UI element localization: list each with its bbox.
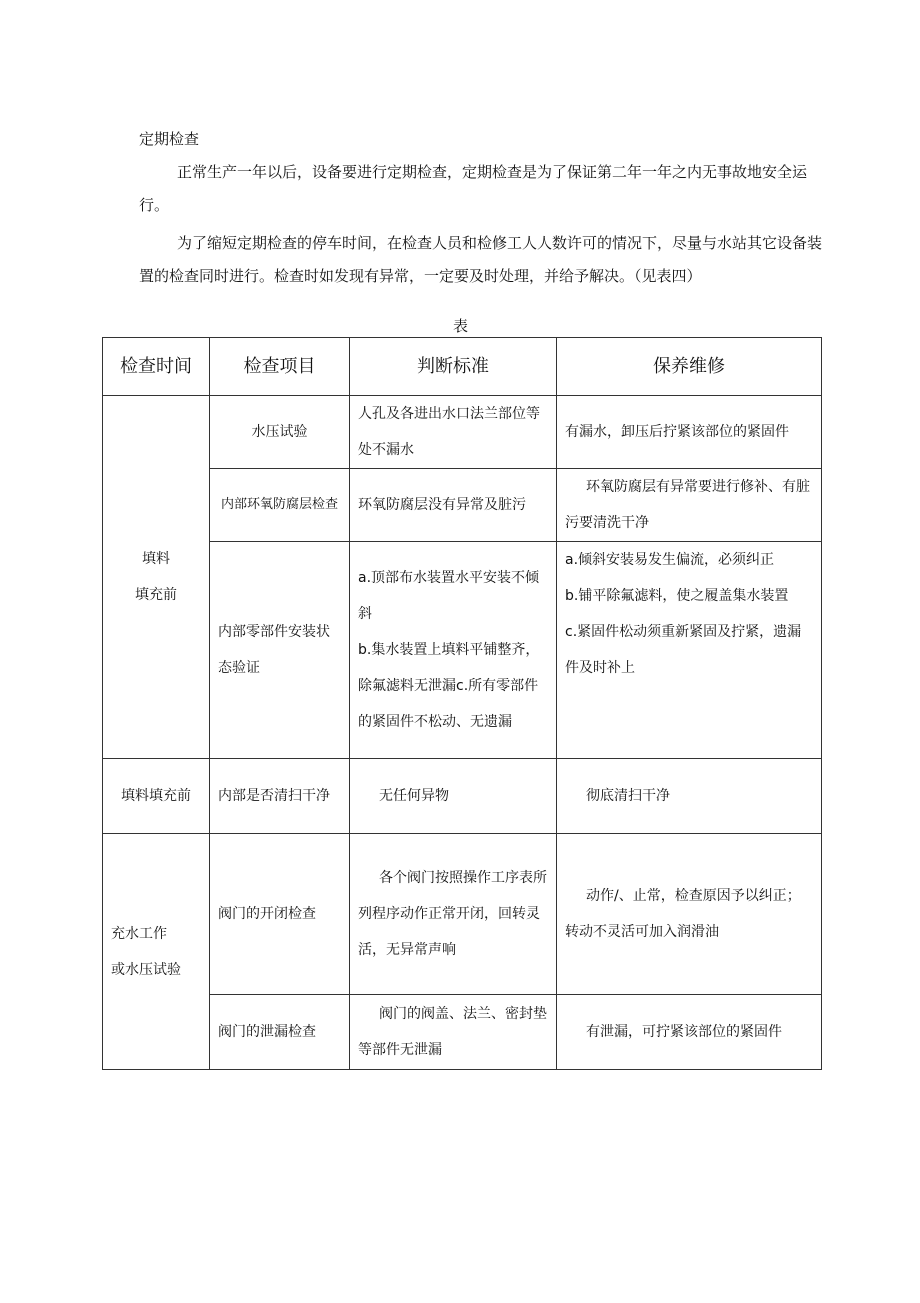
header-item: 检查项目 — [210, 338, 350, 396]
inspection-table — [102, 337, 822, 1070]
paragraph-1-text: 正常生产一年以后，设备要进行定期检查，定期检查是为了保证第二年一年之内无事故地安全运行。 — [139, 163, 808, 214]
item-cell: 水压试验 — [210, 396, 350, 469]
table-header-row — [103, 338, 822, 396]
standard-cell: 无任何异物 — [350, 759, 557, 834]
header-maintenance: 保养维修 — [557, 338, 822, 396]
table-row — [103, 396, 822, 469]
item-cell: 内部是否清扫干净 — [210, 759, 350, 834]
maintenance-cell: a.倾斜安装易发生偏流，必须纠正 b.铺平除氟滤料，使之履盖集水装置 c.紧固件松动须重新紧固及拧紧，遗漏件及时补上 — [557, 542, 822, 759]
item-cell: 阀门的开闭检查 — [210, 834, 350, 995]
table-row — [103, 542, 822, 759]
maintenance-cell: 有漏水，卸压后拧紧该部位的紧固件 — [557, 396, 822, 469]
table-row — [103, 995, 822, 1070]
standard-cell: 环氧防腐层没有异常及脏污 — [350, 469, 557, 542]
maintenance-cell: 彻底清扫干净 — [557, 759, 822, 834]
standard-cell: 各个阀门按照操作工序表所列程序动作正常开闭，回转灵活，无异常声响 — [350, 834, 557, 995]
time-cell: 充水工作 或水压试验 — [103, 834, 210, 1070]
section-heading: 定期检查 — [139, 130, 200, 148]
table-row — [103, 834, 822, 995]
time-cell: 填料填充前 — [103, 759, 210, 834]
standard-cell: 阀门的阀盖、法兰、密封垫等部件无泄漏 — [350, 995, 557, 1070]
table-row — [103, 469, 822, 542]
maintenance-cell: 有泄漏，可拧紧该部位的紧固件 — [557, 995, 822, 1070]
header-standard: 判断标准 — [350, 338, 557, 396]
paragraph-1 — [139, 156, 829, 222]
item-cell: 阀门的泄漏检查 — [210, 995, 350, 1070]
maintenance-cell: 动作/、止常，检查原因予以纠正；转动不灵活可加入润滑油 — [557, 834, 822, 995]
paragraph-2 — [139, 227, 829, 293]
item-cell: 内部零部件安装状态验证 — [210, 542, 350, 759]
table-row — [103, 759, 822, 834]
table-caption: 表 — [453, 317, 469, 335]
item-cell: 内部环氧防腐层检查 — [210, 469, 350, 542]
maintenance-cell: 环氧防腐层有异常要进行修补、有脏污要清洗干净 — [557, 469, 822, 542]
paragraph-2-text: 为了缩短定期检查的停车时间，在检查人员和检修工人人数许可的情况下，尽量与水站其它设备装置的检查同时进行。检查时如发现有异常，一定要及时处理，并给予解决。（见表四） — [139, 234, 823, 285]
header-time: 检查时间 — [103, 338, 210, 396]
standard-cell: 人孔及各进出水口法兰部位等处不漏水 — [350, 396, 557, 469]
standard-cell: a.顶部布水装置水平安装不倾斜 b.集水装置上填料平铺整齐，除氟滤料无泄漏c.所有零部件的紧固件不松动、无遗漏 — [350, 542, 557, 759]
time-cell: 填料 填充前 — [103, 396, 210, 759]
